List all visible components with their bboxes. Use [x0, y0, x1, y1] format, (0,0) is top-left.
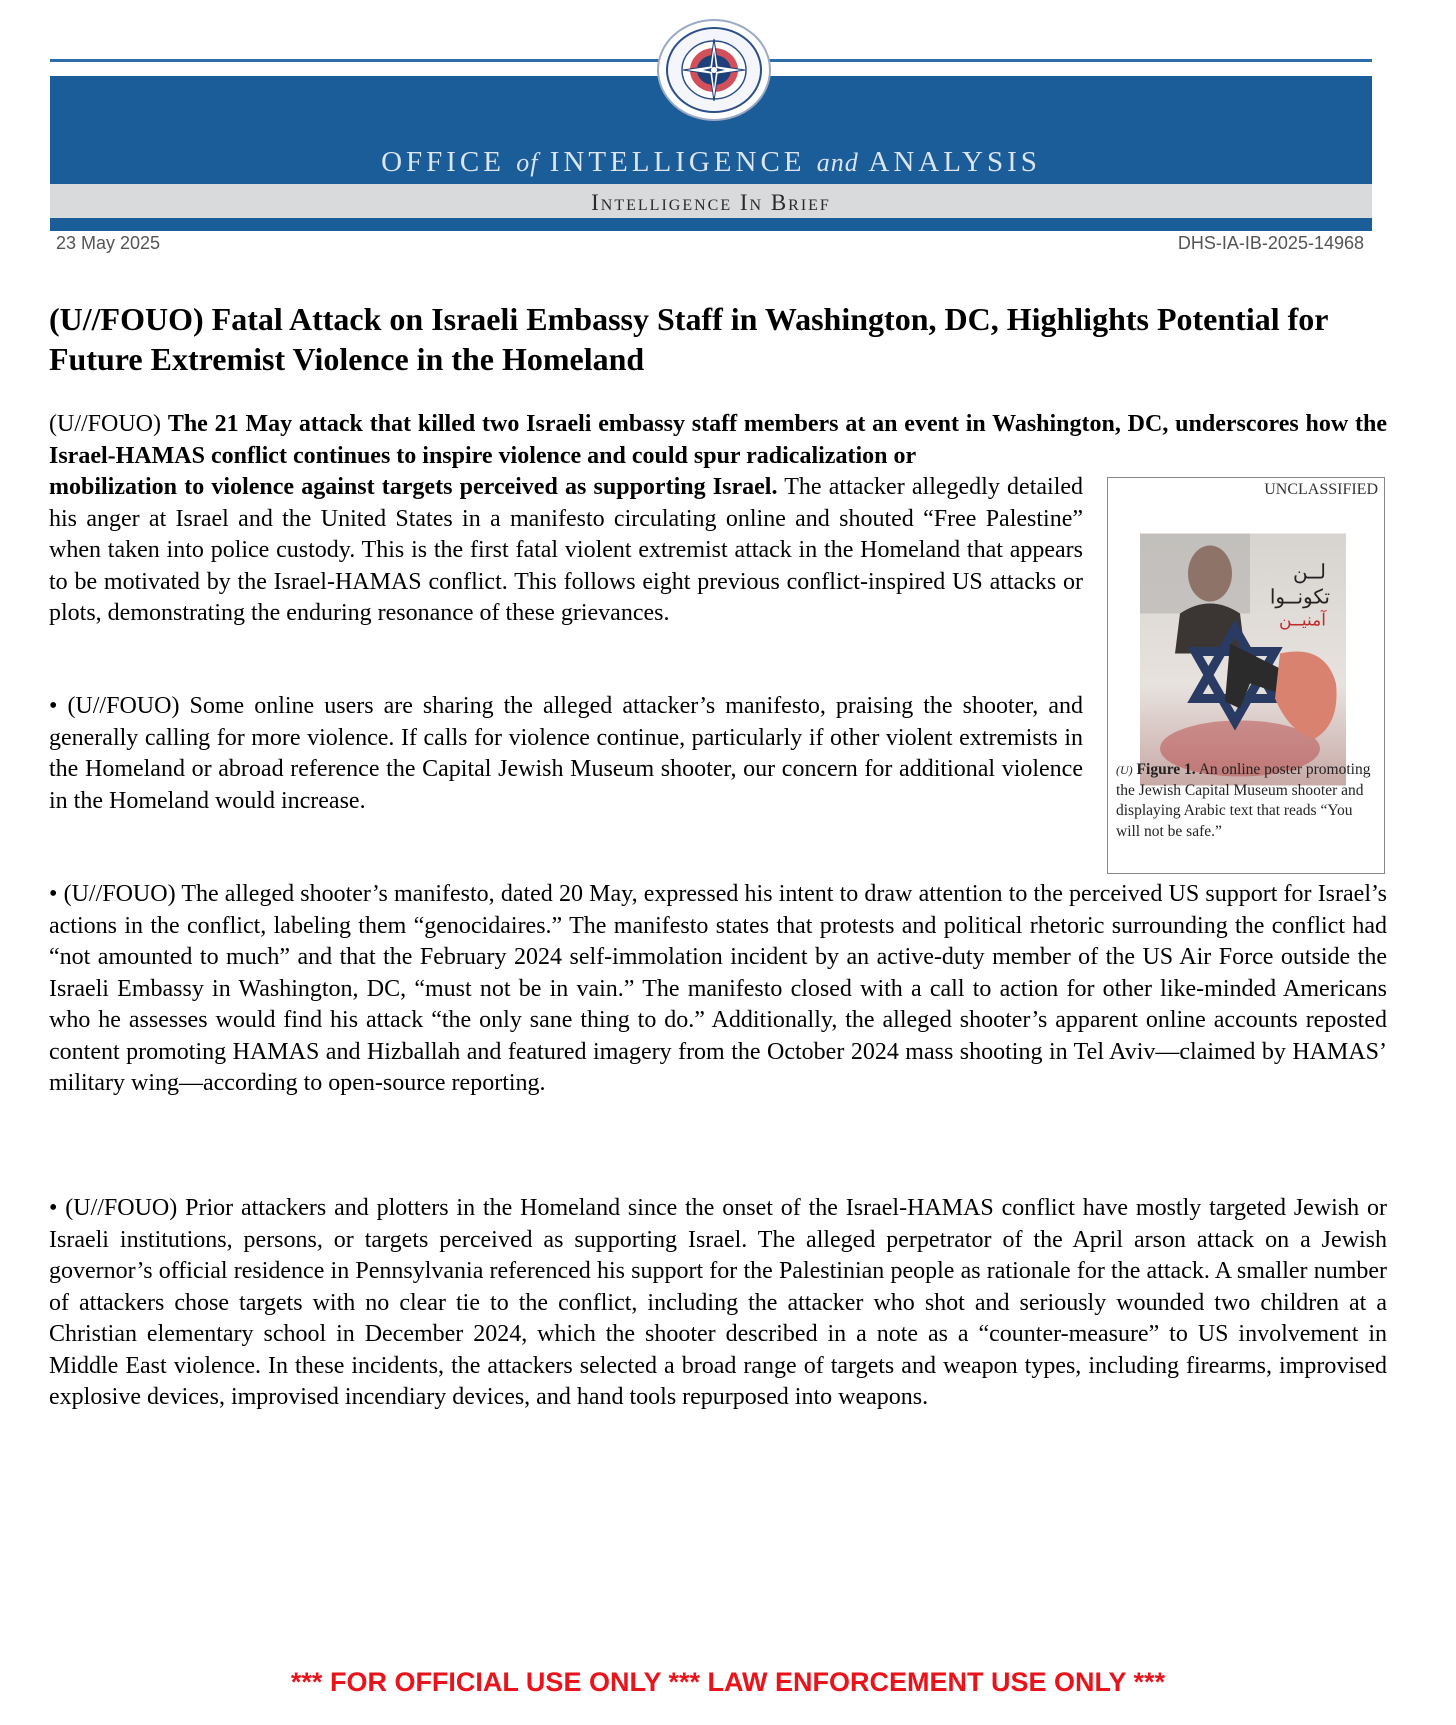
office-word-1: OFFICE [381, 146, 505, 178]
office-word-3: ANALYSIS [868, 146, 1041, 178]
poster-arabic-line-3: آمنيــن [1279, 610, 1326, 630]
publication-date: 23 May 2025 [56, 233, 161, 253]
office-word-2: INTELLIGENCE [549, 146, 806, 178]
figure-caption [1116, 760, 1378, 842]
lead-marking: (U//FOUO) [49, 411, 161, 437]
office-word-of: of [516, 148, 539, 177]
office-title [50, 146, 1372, 179]
poster-arabic-line-1: لــن [1292, 561, 1326, 584]
document-title: (U//FOUO) Fatal Attack on Israeli Embassy Staff in Washington, DC, Highlights Potential for Future Extremist Violence in the Homeland [49, 301, 1328, 377]
lead-paragraph-top [49, 409, 1387, 472]
lead-paragraph-body [49, 472, 1083, 630]
lead-rest-text: The attacker allegedly detailed his anger at Israel and the United States in a manifesto circulating online and shouted “Free Palestine” when taken into police custody. This is the first fatal violent extremist attack in the Homeland that appears to be motivated by the Israel-HAMAS conflict. This follows eight previous conflict-inspired US attacks or plots, demonstrating the enduring resonance of these grievances. [49, 474, 1084, 626]
poster-arabic-line-2: تكونــوا [1269, 586, 1330, 609]
caption-text: An online poster promoting the Jewish Capital Museum shooter and displaying Arabic text that reads “You will not be safe.” [1116, 761, 1371, 840]
document-id: DHS-IA-IB-2025-14968 [1177, 233, 1364, 253]
dhs-seal-icon [653, 17, 775, 123]
bullet-paragraph-3: • (U//FOUO) Prior attackers and plotters in the Homeland since the onset of the Israel-HAMAS conflict have mostly targeted Jewish or Israeli institutions, persons, or targets perceived as supporting Israel. The alleged perpetrator of the April arson attack on a Jewish governor’s official residence in Pennsylvania referenced his support for the Palestinian people as rationale for the attack. A smaller number of attackers chose targets with no clear tie to the conflict, including the attacker who shot and seriously wounded two children at a Christian elementary school in December 2024, which the shooter described in a note as a “counter-measure” to US involvement in Middle East violence. In these incidents, the attackers selected a broad range of targets and weapon types, including firearms, improvised explosive devices, improvised incendiary devices, and hand tools repurposed into weapons. [49, 1195, 1387, 1410]
figure-classification: UNCLASSIFIED [1264, 481, 1378, 498]
banner-bottom-rule [50, 218, 1372, 231]
bullet-paragraph-1: • (U//FOUO) Some online users are sharing the alleged attacker’s manifesto, praising the shooter, and generally calling for more violence. If calls for violence continue, particularly if other violent extremists in the Homeland or abroad reference the Capital Jewish Museum shooter, our concern for additional violence in the Homeland would increase. [49, 693, 1083, 814]
caption-label: Figure 1. [1136, 761, 1196, 778]
office-word-and: and [816, 148, 859, 177]
lead-bold-text-end: mobilization to violence against targets perceived as supporting Israel. [49, 474, 778, 500]
brief-label: Intelligence In Brief [591, 190, 831, 215]
figure-1 [1107, 477, 1385, 874]
caption-marking: (U) [1116, 763, 1133, 777]
bullet-paragraph-2: • (U//FOUO) The alleged shooter’s manifesto, dated 20 May, expressed his intent to draw attention to the perceived US support for Israel’s actions in the conflict, labeling them “genocidaires.” The manifesto states that protests and political rhetoric surrounding the conflict had “not amounted to much” and that the February 2024 self-immolation incident by an active-duty member of the US Air Force outside the Israeli Embassy in Washington, DC, “must not be in vain.” The manifesto closed with a call to action for other like-minded Americans who he assesses would find his attack “the only sane thing to do.” Additionally, the alleged shooter’s apparent online accounts reposted content promoting HAMAS and Hizballah and featured imagery from the October 2024 mass shooting in Tel Aviv—claimed by HAMAS’ military wing—according to open-source reporting. [49, 881, 1387, 1096]
lead-bold-text: The 21 May attack that killed two Israeli embassy staff members at an event in Washington, DC, underscores how the Israel-HAMAS conflict continues to inspire violence and could spur radicalization or [49, 411, 1387, 469]
handling-caveat-footer: *** FOR OFFICIAL USE ONLY *** LAW ENFORCEMENT USE ONLY *** [290, 1667, 1166, 1697]
